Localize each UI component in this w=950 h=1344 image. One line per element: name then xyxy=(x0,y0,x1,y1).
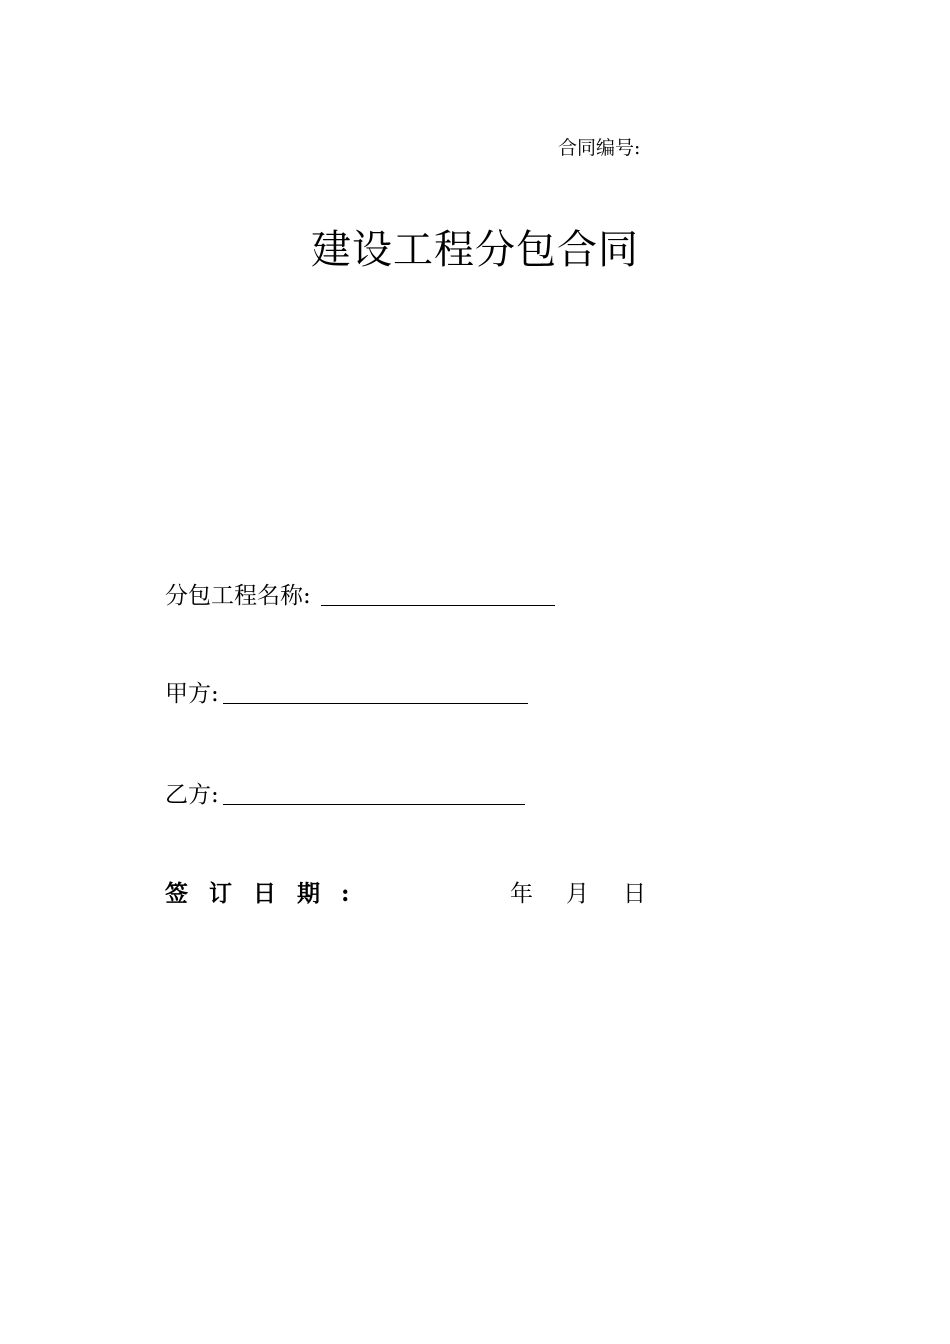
sign-date-field xyxy=(165,879,371,909)
party-a-field xyxy=(165,678,528,708)
date-day-unit: 日 xyxy=(623,881,646,907)
party-b-field xyxy=(165,779,525,809)
date-month-unit: 月 xyxy=(566,881,589,907)
party-b-blank[interactable] xyxy=(223,780,525,805)
project-name-label: 分包工程名称: xyxy=(165,583,311,609)
project-name-blank[interactable] xyxy=(321,581,555,606)
document-title: 建设工程分包合同 xyxy=(311,227,639,273)
sign-date-label: 签订日期: xyxy=(165,880,371,907)
date-year-unit: 年 xyxy=(510,881,533,907)
party-a-label: 甲方: xyxy=(165,681,219,707)
project-name-field xyxy=(165,580,555,610)
party-a-blank[interactable] xyxy=(223,679,528,704)
contract-number-label: 合同编号: xyxy=(558,137,641,159)
party-b-label: 乙方: xyxy=(165,782,219,808)
